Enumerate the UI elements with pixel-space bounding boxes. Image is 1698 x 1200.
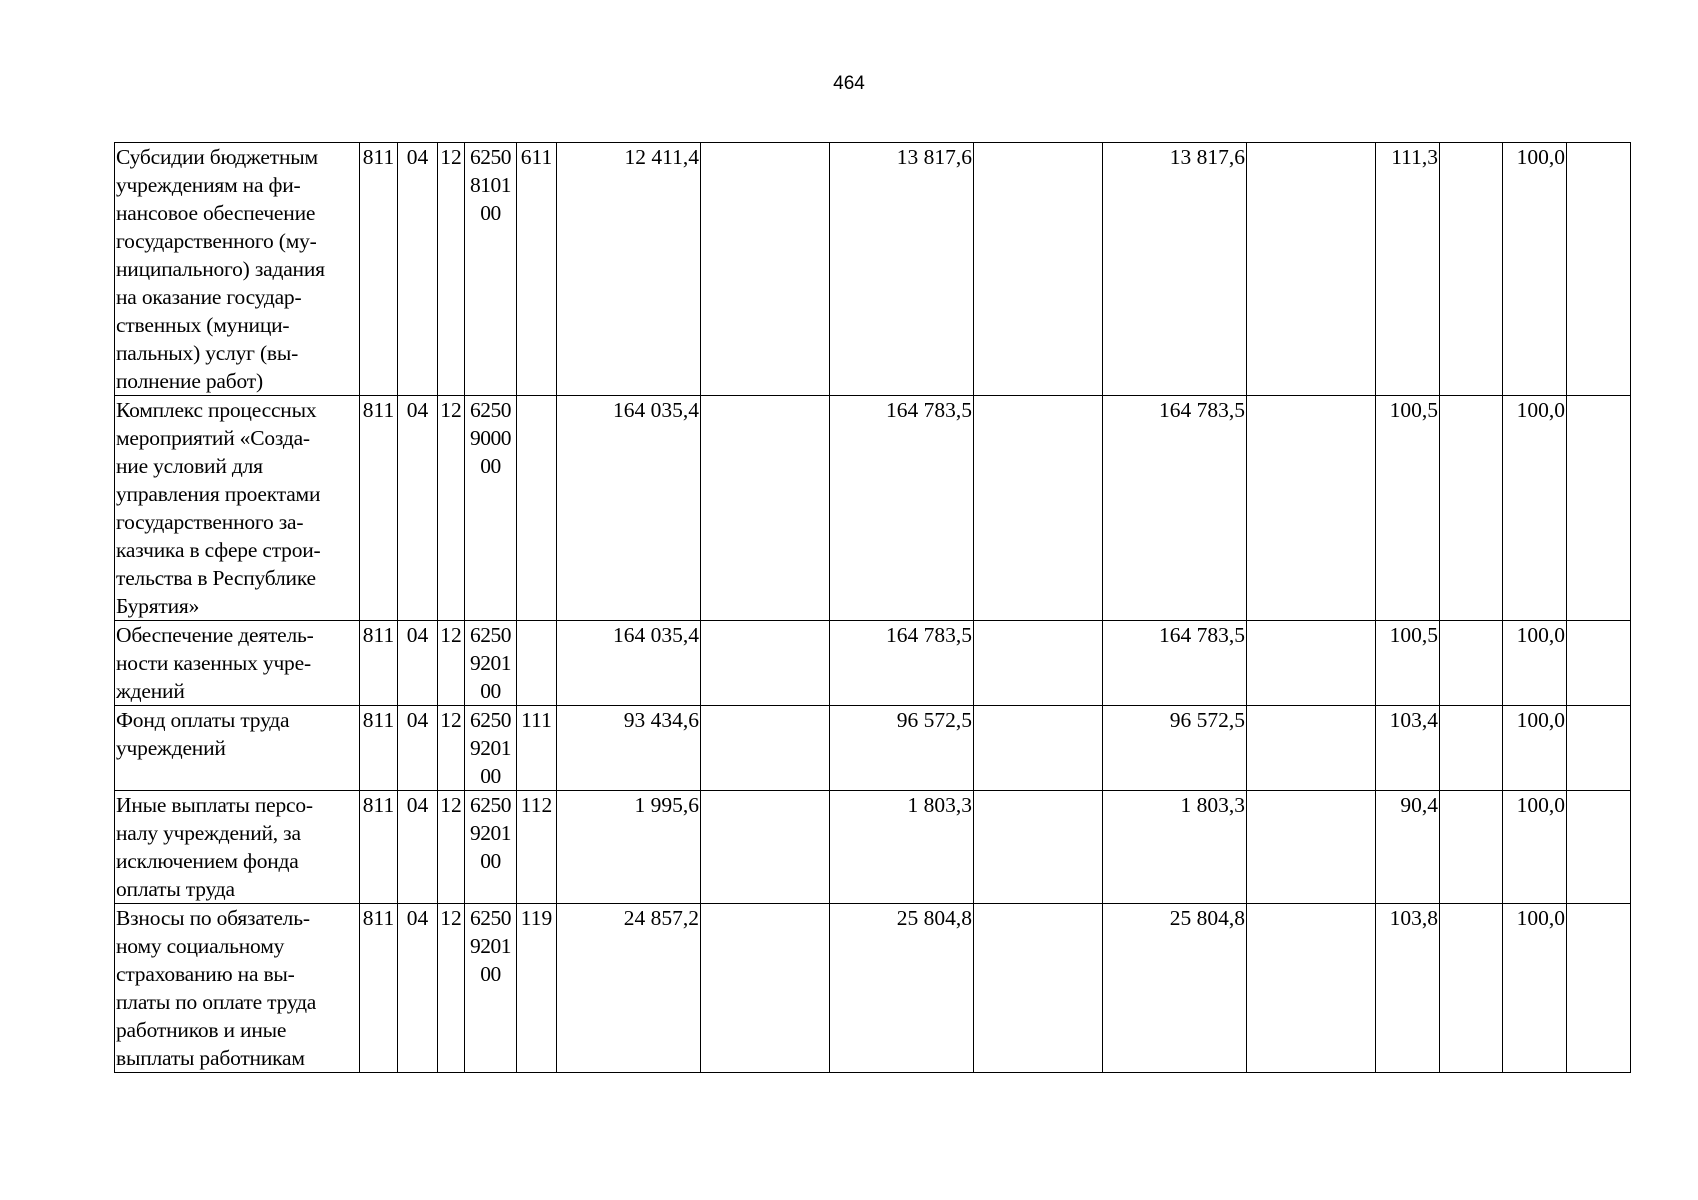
percent-refined-cell: 100,0	[1503, 904, 1567, 1073]
grbs-code-cell: 811	[360, 791, 398, 904]
percent-refined-cell: 100,0	[1503, 791, 1567, 904]
empty-cell	[1567, 143, 1631, 396]
empty-cell	[1247, 904, 1376, 1073]
empty-cell	[1247, 791, 1376, 904]
section-code-cell: 04	[398, 143, 438, 396]
budget-table	[114, 142, 1631, 1073]
refined-amount-cell: 13 817,6	[830, 143, 974, 396]
expense-name-cell: Фонд оплаты труда учреждений	[115, 706, 360, 791]
empty-cell	[974, 143, 1103, 396]
refined-amount-cell: 164 783,5	[830, 621, 974, 706]
expense-name-cell: Субсидии бюджетным учреждениям на фи- нансовое обеспечение государственного (му- ниципального) задания на оказание государ- ственных (муници- пальных) услуг (вы- полнение работ)	[115, 143, 360, 396]
percent-initial-cell: 111,3	[1376, 143, 1440, 396]
empty-cell	[1567, 904, 1631, 1073]
grbs-code-cell: 811	[360, 706, 398, 791]
section-code-cell: 04	[398, 791, 438, 904]
subsection-code-cell: 12	[438, 396, 465, 621]
percent-refined-cell: 100,0	[1503, 706, 1567, 791]
empty-cell	[1440, 791, 1503, 904]
empty-cell	[701, 706, 830, 791]
plan-amount-cell: 164 035,4	[557, 396, 701, 621]
empty-cell	[974, 904, 1103, 1073]
subsection-code-cell: 12	[438, 621, 465, 706]
empty-cell	[1440, 904, 1503, 1073]
empty-cell	[701, 621, 830, 706]
target-article-cell: 6250 8101 00	[465, 143, 517, 396]
executed-amount-cell: 25 804,8	[1103, 904, 1247, 1073]
executed-amount-cell: 1 803,3	[1103, 791, 1247, 904]
target-article-cell: 6250 9201 00	[465, 621, 517, 706]
empty-cell	[1567, 706, 1631, 791]
expense-name-cell: Комплекс процессных мероприятий «Созда- ние условий для управления проектами государственного за- казчика в сфере строи- тельства в Республике Бурятия»	[115, 396, 360, 621]
refined-amount-cell: 164 783,5	[830, 396, 974, 621]
percent-refined-cell: 100,0	[1503, 621, 1567, 706]
grbs-code-cell: 811	[360, 904, 398, 1073]
refined-amount-cell: 1 803,3	[830, 791, 974, 904]
subsection-code-cell: 12	[438, 904, 465, 1073]
empty-cell	[974, 621, 1103, 706]
empty-cell	[1247, 621, 1376, 706]
percent-initial-cell: 103,8	[1376, 904, 1440, 1073]
refined-amount-cell: 25 804,8	[830, 904, 974, 1073]
executed-amount-cell: 13 817,6	[1103, 143, 1247, 396]
empty-cell	[701, 396, 830, 621]
percent-refined-cell: 100,0	[1503, 396, 1567, 621]
executed-amount-cell: 164 783,5	[1103, 396, 1247, 621]
empty-cell	[974, 396, 1103, 621]
executed-amount-cell: 96 572,5	[1103, 706, 1247, 791]
percent-initial-cell: 103,4	[1376, 706, 1440, 791]
table-row	[115, 706, 1631, 791]
expense-name-cell: Иные выплаты персо- налу учреждений, за исключением фонда оплаты труда	[115, 791, 360, 904]
target-article-cell: 6250 9201 00	[465, 904, 517, 1073]
expense-type-cell: 611	[517, 143, 557, 396]
plan-amount-cell: 12 411,4	[557, 143, 701, 396]
percent-initial-cell: 100,5	[1376, 396, 1440, 621]
table-row	[115, 143, 1631, 396]
target-article-cell: 6250 9201 00	[465, 706, 517, 791]
table-row	[115, 791, 1631, 904]
empty-cell	[1567, 791, 1631, 904]
plan-amount-cell: 1 995,6	[557, 791, 701, 904]
empty-cell	[1440, 396, 1503, 621]
executed-amount-cell: 164 783,5	[1103, 621, 1247, 706]
table-row	[115, 621, 1631, 706]
subsection-code-cell: 12	[438, 706, 465, 791]
section-code-cell: 04	[398, 904, 438, 1073]
empty-cell	[701, 904, 830, 1073]
empty-cell	[1247, 396, 1376, 621]
percent-initial-cell: 100,5	[1376, 621, 1440, 706]
expense-type-cell	[517, 621, 557, 706]
table-row	[115, 904, 1631, 1073]
grbs-code-cell: 811	[360, 396, 398, 621]
expense-name-cell: Взносы по обязатель- ному социальному страхованию на вы- платы по оплате труда работников и иные выплаты работникам	[115, 904, 360, 1073]
percent-refined-cell: 100,0	[1503, 143, 1567, 396]
empty-cell	[1440, 621, 1503, 706]
expense-type-cell: 111	[517, 706, 557, 791]
empty-cell	[1567, 621, 1631, 706]
refined-amount-cell: 96 572,5	[830, 706, 974, 791]
section-code-cell: 04	[398, 396, 438, 621]
target-article-cell: 6250 9000 00	[465, 396, 517, 621]
subsection-code-cell: 12	[438, 143, 465, 396]
grbs-code-cell: 811	[360, 143, 398, 396]
percent-initial-cell: 90,4	[1376, 791, 1440, 904]
plan-amount-cell: 164 035,4	[557, 621, 701, 706]
expense-type-cell: 112	[517, 791, 557, 904]
empty-cell	[701, 143, 830, 396]
empty-cell	[974, 706, 1103, 791]
section-code-cell: 04	[398, 621, 438, 706]
empty-cell	[1247, 706, 1376, 791]
empty-cell	[974, 791, 1103, 904]
expense-type-cell	[517, 396, 557, 621]
plan-amount-cell: 24 857,2	[557, 904, 701, 1073]
section-code-cell: 04	[398, 706, 438, 791]
empty-cell	[701, 791, 830, 904]
plan-amount-cell: 93 434,6	[557, 706, 701, 791]
grbs-code-cell: 811	[360, 621, 398, 706]
empty-cell	[1567, 396, 1631, 621]
empty-cell	[1440, 706, 1503, 791]
page-number: 464	[833, 73, 865, 94]
empty-cell	[1440, 143, 1503, 396]
subsection-code-cell: 12	[438, 791, 465, 904]
expense-name-cell: Обеспечение деятель- ности казенных учре- ждений	[115, 621, 360, 706]
target-article-cell: 6250 9201 00	[465, 791, 517, 904]
table-row	[115, 396, 1631, 621]
empty-cell	[1247, 143, 1376, 396]
expense-type-cell: 119	[517, 904, 557, 1073]
